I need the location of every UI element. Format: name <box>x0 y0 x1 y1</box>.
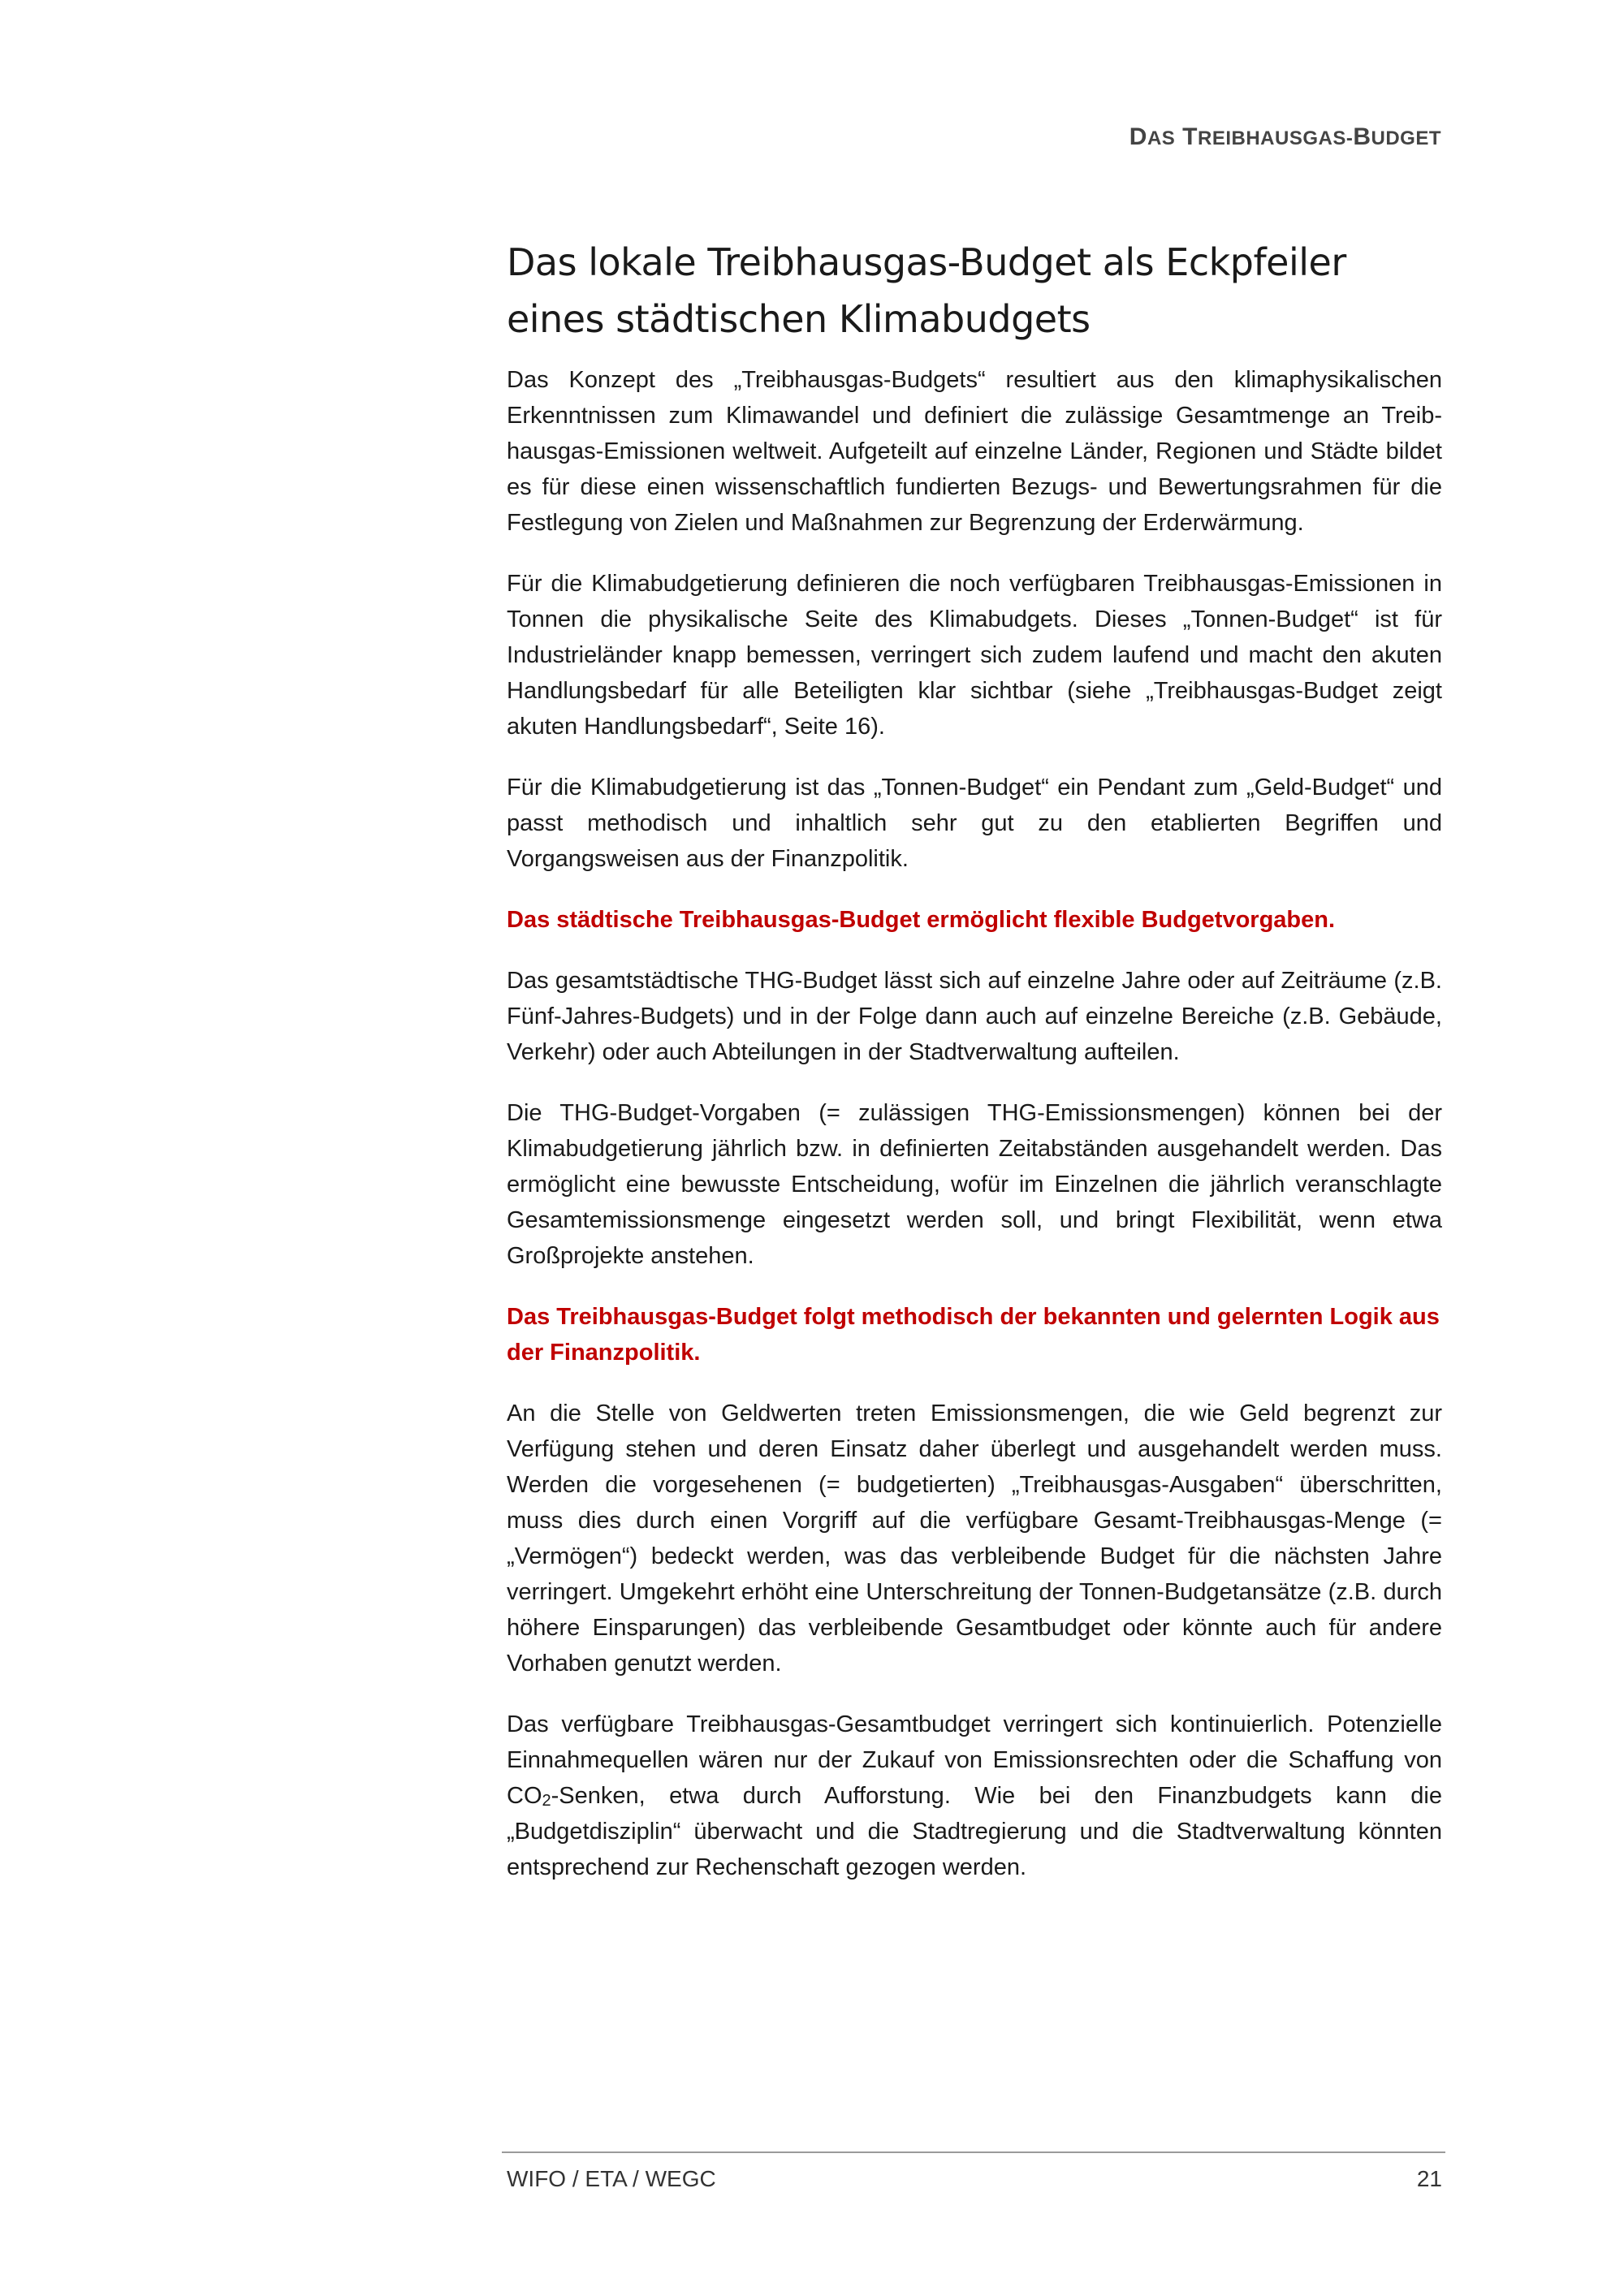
paragraph-gesamtbudget-part2: -Senken, etwa durch Aufforstung. Wie bei den Finanzbudgets kann die „Budgetdisziplin“ überwacht und die Stadtregierung und die Stadtverwaltung könnten entsprechend zur Rechenschaft gezogen werden. <box>507 1783 1442 1880</box>
header-word-1-initial: D <box>1129 123 1147 150</box>
running-header <box>1129 123 1441 151</box>
paragraph-tonnen-budget: Für die Klimabudgetierung definieren die noch verfügbaren Treibhausgas-Emissionen in Tonnen die physikalische Seite des Klimabudgets. Dieses „Tonnen-Budget“ ist für Industrieländer knapp bemessen, verringert sich zudem laufend und macht den akuten Handlungsbedarf für alle Beteiligten klar sichtbar (siehe „Treibhausgas-Budget zeigt akuten Handlungsbedarf“, Seite 16). <box>507 571 1442 740</box>
header-word-2-rest: REIBHAUSGAS- <box>1197 127 1354 149</box>
highlight-finanzpolitik-logik: Das Treibhausgas-Budget folgt methodisch der bekannten und gelernten Logik aus der Finanzpolitik. <box>507 1304 1440 1366</box>
header-word-3-initial: B <box>1353 123 1371 150</box>
footer-divider <box>502 2151 1445 2153</box>
header-word-3-rest: UDGET <box>1371 127 1441 149</box>
paragraph-pendant: Für die Klimabudgetierung ist das „Tonnen-Budget“ ein Pendant zum „Geld-Budget“ und passt methodisch und inhaltlich sehr gut zu den etablierten Begriffen und Vorgangsweisen aus der Finanzpolitik. <box>507 775 1442 872</box>
main-content <box>507 234 1442 1910</box>
header-word-1-rest: AS <box>1147 127 1176 149</box>
co2-subscript: 2 <box>542 1792 551 1810</box>
paragraph-gesamtbudget-part1: Das verfügbare Treibhausgas-Gesamtbudget verringert sich kontinuierlich. Potenzielle Einnahmequellen wären nur der Zukauf von Emissionsrechten oder die Schaffung von CO <box>507 1711 1442 1809</box>
highlight-flexible-budget: Das städtische Treibhausgas-Budget ermöglicht flexible Budgetvorgaben. <box>507 907 1336 933</box>
footer-institutions: WIFO / ETA / WEGC <box>507 2166 716 2191</box>
paragraph-geldwerte: An die Stelle von Geldwerten treten Emissionsmengen, die wie Geld begrenzt zur Verfügung stehen und deren Einsatz daher überlegt und ausgehandelt werden muss. Werden die vorgesehenen (= budgetierten) „Treibhausgas-Ausgaben“ überschritten, muss dies durch einen Vorgriff auf die verfügbare Gesamt-Treibhausgas-Menge (= „Vermögen“) bedeckt werden, was das verbleibende Budget für die nächsten Jahre verringert. Umgekehrt erhöht eine Unterschreitung der Tonnen-Budgetansätze (z.B. durch höhere Einsparungen) das verbleibende Gesamtbudget oder könnte auch für andere Vorhaben genutzt werden. <box>507 1400 1442 1677</box>
paragraph-concept: Das Konzept des „Treibhausgas-Budgets“ resultiert aus den klimaphysikalischen Erkenntnissen zum Klimawandel und definiert die zulässige Gesamtmenge an Treibhausgas-Emissionen weltweit. Aufgeteilt auf einzelne Länder, Regionen und Städte bildet es für diese einen wissenschaftlich fundierten Bezugs- und Bewertungsrahmen für die Festlegung von Zielen und Maßnahmen zur Begrenzung der Erderwärmung. <box>507 367 1442 536</box>
page-title: Das lokale Treibhausgas-Budget als Eckpfeiler eines städtischen Klimabudgets <box>507 240 1346 341</box>
header-word-2-initial: T <box>1182 123 1198 150</box>
paragraph-gesamtbudget <box>507 1707 1442 1885</box>
paragraph-thg-budget: Das gesamtstädtische THG-Budget lässt sich auf einzelne Jahre oder auf Zeiträume (z.B. Fünf-Jahres-Budgets) und in der Folge dann auch auf einzelne Bereiche (z.B. Gebäude, Verkehr) oder auch Abteilungen in der Stadtverwaltung aufteilen. <box>507 968 1442 1065</box>
page-number: 21 <box>1416 2166 1442 2191</box>
paragraph-thg-vorgaben: Die THG-Budget-Vorgaben (= zulässigen THG-Emissionsmengen) können bei der Klimabudgetierung jährlich bzw. in definierten Zeitabständen ausgehandelt werden. Das ermöglicht eine bewusste Entscheidung, wofür im Einzelnen die jährlich veranschlagte Gesamtemissionsmenge eingesetzt werden soll, und bringt Flexibilität, wenn etwa Großprojekte anstehen. <box>507 1100 1442 1269</box>
